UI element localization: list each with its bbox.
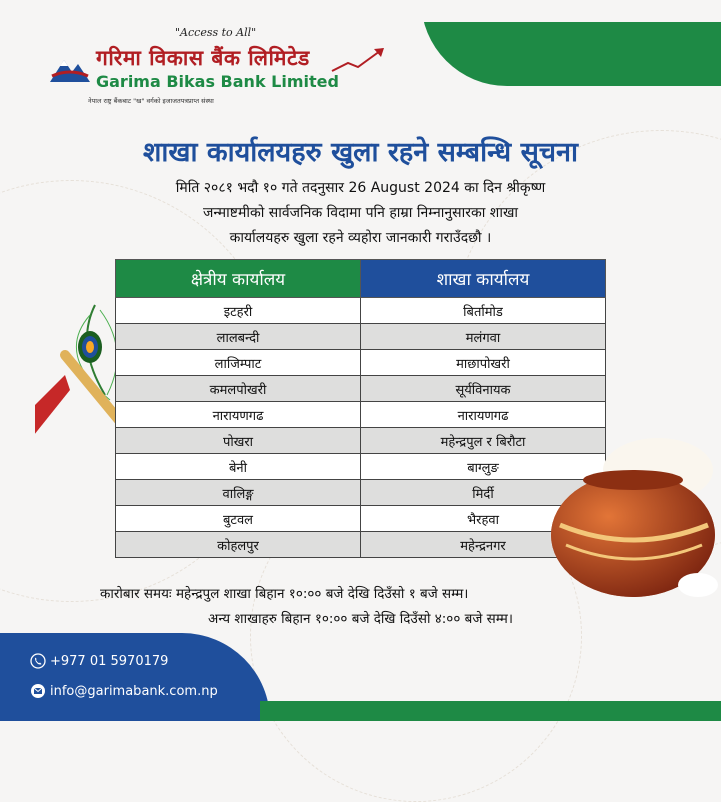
table-row (116, 324, 606, 350)
regional-office-cell: बेनी (116, 454, 361, 480)
branch-office-cell: सूर्यविनायक (361, 376, 606, 402)
intro-line: कार्यालयहरु खुला रहने व्यहोरा जानकारी गराउँदछौ । (229, 230, 492, 246)
mail-icon (30, 683, 46, 699)
top-right-corner-gap (421, 0, 721, 22)
table-row (116, 532, 606, 558)
table-row (116, 298, 606, 324)
branch-office-cell: बाग्लुङ (361, 454, 606, 480)
regional-office-cell: वालिङ्ग (116, 480, 361, 506)
branch-office-cell: माछापोखरी (361, 350, 606, 376)
branch-office-cell: बिर्तामोड (361, 298, 606, 324)
regional-office-cell: इटहरी (116, 298, 361, 324)
regional-office-cell: कमलपोखरी (116, 376, 361, 402)
growth-arrow-icon (330, 45, 390, 75)
matka-pot-icon (548, 425, 721, 605)
table-row (116, 454, 606, 480)
notice-intro (80, 176, 641, 251)
mountain-logo-icon (50, 52, 90, 86)
bank-license-subtitle: नेपाल राष्ट्र बैंकबाट "ख" वर्गको इजाजतपत्रप्राप्त संस्था (88, 97, 214, 105)
regional-office-cell: कोहलपुर (116, 532, 361, 558)
branch-office-cell: मलंगवा (361, 324, 606, 350)
email-address: info@garimabank.com.np (50, 683, 218, 699)
branch-table (115, 259, 606, 558)
branch-office-cell: महेन्द्रनगर (361, 532, 606, 558)
regional-office-cell: लालबन्दी (116, 324, 361, 350)
bank-name-nepali: गरिमा विकास बैंक लिमिटेड (96, 46, 310, 70)
intro-line: मिति २०८१ भदौ १० गते तदनुसार 26 August 2024 का दिन श्रीकृष्ण (175, 180, 546, 196)
intro-line: जन्माष्टमीको सार्वजनिक विदामा पनि हाम्रा निम्नानुसारका शाखा (202, 205, 519, 221)
branch-office-cell: महेन्द्रपुल र बिरौटा (361, 428, 606, 454)
table-row (116, 402, 606, 428)
table-row (116, 506, 606, 532)
table-row (116, 376, 606, 402)
regional-office-cell: लाजिम्पाट (116, 350, 361, 376)
header-regional-office: क्षेत्रीय कार्यालय (116, 260, 361, 298)
tagline: "Access to All" (175, 26, 257, 39)
regional-office-cell: बुटवल (116, 506, 361, 532)
phone-number: +977 01 5970179 (50, 653, 169, 669)
regional-office-cell: नारायणगढ (116, 402, 361, 428)
branch-office-cell: नारायणगढ (361, 402, 606, 428)
contact-panel (0, 633, 270, 721)
bank-name-english: Garima Bikas Bank Limited (96, 72, 339, 91)
regional-office-cell: पोखरा (116, 428, 361, 454)
table-row (116, 480, 606, 506)
contact-email[interactable] (30, 683, 218, 699)
notice-title: शाखा कार्यालयहरु खुला रहने सम्बन्धि सूचना (143, 137, 578, 168)
table-row (116, 350, 606, 376)
contact-phone[interactable] (30, 653, 168, 669)
branch-office-cell: मिर्दी (361, 480, 606, 506)
business-hours-mahendrapul: कारोबार समयः महेन्द्रपुल शाखा बिहान १०:०० बजे देखि दिउँसो १ बजे सम्म। (100, 586, 469, 602)
bottom-band (260, 701, 721, 721)
table-row (116, 428, 606, 454)
branch-office-cell: भैरहवा (361, 506, 606, 532)
header-branch-office: शाखा कार्यालय (361, 260, 606, 298)
business-hours-other-branches: अन्य शाखाहरु बिहान १०:०० बजे देखि दिउँसो ४:०० बजे सम्म। (208, 611, 514, 627)
phone-icon (30, 653, 46, 669)
